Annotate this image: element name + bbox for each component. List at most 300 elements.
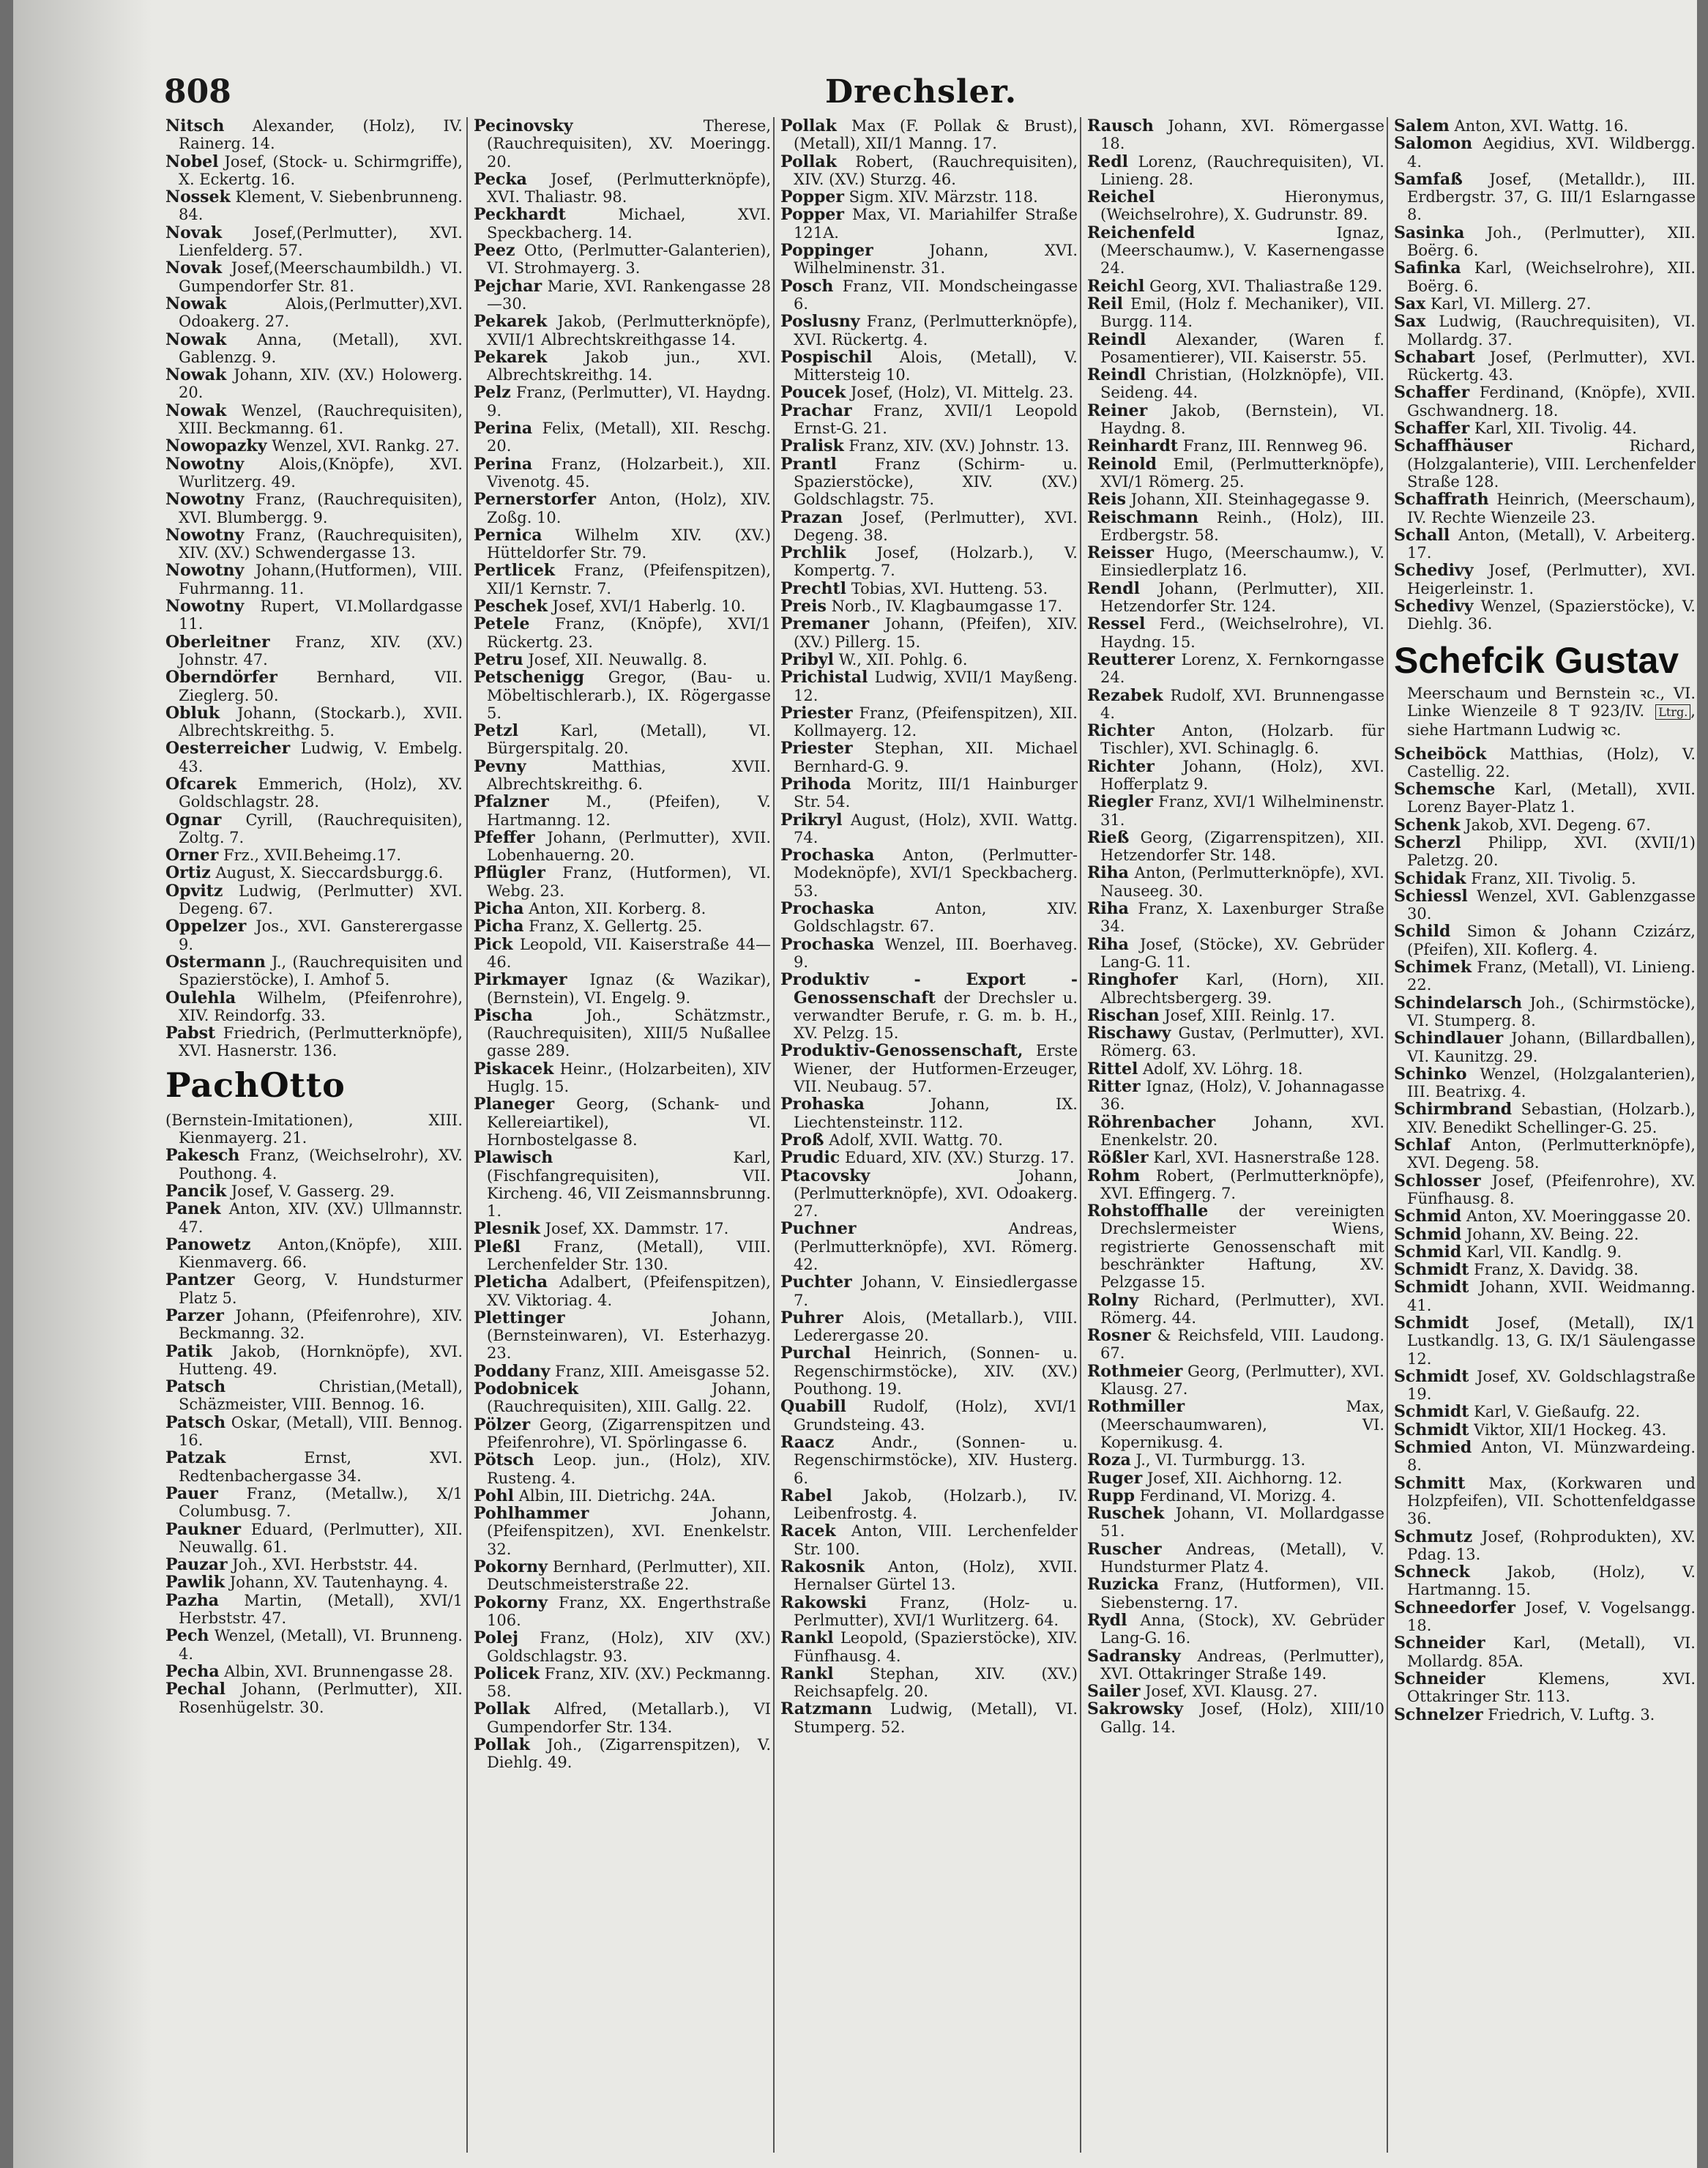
entry-surname: Schmidt — [1394, 1366, 1469, 1386]
entry-surname: Nowopazky — [165, 436, 267, 456]
entry-surname: Proß — [780, 1130, 824, 1150]
entry-details: Karl, (Metall), VI. Bürgerspitalg. 20. — [487, 722, 771, 758]
entry-surname: Reichl — [1087, 276, 1145, 296]
directory-entry — [1087, 722, 1384, 758]
entry-details: Georg, (Perlmutter), XVI. Klausg. 27. — [1100, 1362, 1384, 1398]
entry-details: Richard, (Perlmutter), XVI. Römerg. 44. — [1100, 1291, 1384, 1327]
entry-details: Josef, (Rohprodukten), XV. Pdag. 13. — [1407, 1527, 1696, 1563]
entry-details: Johann, VI. Mollardgasse 51. — [1100, 1505, 1384, 1541]
directory-entry — [780, 1220, 1078, 1273]
directory-entry — [1087, 1451, 1384, 1469]
entry-details: Franz, VII. Mondscheingasse 6. — [794, 277, 1078, 313]
entry-details: Bernhard, VII. Zieglerg. 50. — [179, 668, 463, 704]
entry-details: Josef, XIII. Reinlg. 17. — [1164, 1006, 1335, 1024]
entry-details: Franz, (Hutformen), VI. Webg. 23. — [487, 864, 771, 900]
entry-details: Johann, (Perlmutter), XII. Hetzendorfer Str. 124. — [1100, 579, 1384, 616]
directory-entry — [1087, 1060, 1384, 1078]
entry-surname: Nitsch — [165, 117, 225, 135]
entry-surname: Nossek — [165, 187, 231, 207]
directory-entry — [780, 597, 1078, 615]
entry-details: Franz, (Holz- u. Perlmutter), XVI/1 Wurlitzerg. 64. — [794, 1593, 1078, 1629]
entry-surname: Sadransky — [1087, 1646, 1181, 1666]
entry-details: Lorenz, (Rauchrequisiten), VI. Linieng. 28. — [1100, 152, 1384, 188]
directory-entry — [474, 313, 771, 349]
directory-entry — [780, 437, 1078, 455]
entry-surname: Patsch — [165, 1412, 226, 1432]
entry-surname: Schabart — [1394, 347, 1475, 367]
entry-details: Hieronymus, (Weichselrohre), X. Gudrunstr. 89. — [1100, 188, 1384, 224]
entry-surname: Schmied — [1394, 1438, 1472, 1458]
entry-surname: Schmidt — [1394, 1402, 1469, 1422]
directory-entry — [780, 1131, 1078, 1149]
entry-surname: Schindlauer — [1394, 1029, 1504, 1048]
directory-entry — [474, 1095, 771, 1149]
directory-entry — [474, 1594, 771, 1630]
directory-entry — [1394, 1226, 1696, 1243]
entry-details: Franz, XVI/1 Wilhelminenstr. 31. — [1100, 793, 1384, 829]
directory-entry — [1087, 509, 1384, 545]
entry-surname: Pfalzner — [474, 792, 549, 812]
entry-details: Ludwig, (Perlmutter) XVI. Degeng. 67. — [179, 882, 463, 918]
entry-surname: Schmidt — [1394, 1278, 1469, 1297]
entry-details: Anton, XIV. (XV.) Ullmannstr. 47. — [179, 1200, 463, 1236]
entry-details: Josef,(Meerschaumbildh.) VI. Gumpendorfer Str. 81. — [179, 259, 463, 295]
directory-entry — [165, 1307, 463, 1343]
entry-details: Anton, XII. Korberg. 8. — [529, 900, 706, 918]
entry-details: Wenzel, (Metall), VI. Brunneng. 4. — [179, 1627, 463, 1663]
entry-details: Robert, (Rauchrequisiten), XIV. (XV.) Sturzg. 46. — [794, 152, 1078, 188]
entry-details: Anton, VIII. Lerchenfelder Str. 100. — [794, 1522, 1078, 1558]
entry-surname: Prochaska — [780, 934, 875, 954]
entry-surname: Rothmeier — [1087, 1361, 1183, 1381]
entry-details: Josef, XVI/1 Haberlg. 10. — [552, 597, 746, 616]
entry-details: Johann,(Pfeifenspitzen), XVI. Enenkelstr. 32. — [487, 1505, 771, 1558]
entry-surname: Schiessl — [1394, 886, 1468, 906]
directory-entry — [165, 1024, 463, 1060]
entry-details: Wenzel, III. Boerhaveg. 9. — [794, 935, 1078, 971]
entry-surname: Rolny — [1087, 1290, 1139, 1310]
directory-entry — [165, 1573, 463, 1591]
entry-details: Simon & Johann Czizárz, (Pfeifen), XII. Koflerg. 4. — [1407, 923, 1696, 958]
entry-surname: Reis — [1087, 490, 1127, 510]
entry-details: Anton, (Perlmutterknöpfe), XVI. Degeng. 58. — [1407, 1136, 1696, 1172]
entry-details: Johann,(Hutformen), VIII. Fuhrmanng. 11. — [179, 562, 463, 597]
directory-entry — [474, 384, 771, 420]
directory-entry — [1087, 188, 1384, 224]
entry-details: Heinrich, (Sonnen- u. Regenschirmstöcke), XIV. (XV.) Pouthong. 19. — [794, 1344, 1078, 1398]
directory-entry — [1087, 1612, 1384, 1647]
entry-surname: Pralisk — [780, 436, 844, 456]
entry-details: Max, VI. Mariahilfer Straße 121A. — [794, 206, 1078, 242]
directory-entry — [474, 1487, 771, 1505]
directory-entry — [165, 1627, 463, 1663]
directory-entry — [780, 615, 1078, 651]
entry-surname: Rößler — [1087, 1148, 1149, 1168]
entry-surname: Priester — [780, 739, 853, 759]
directory-entry — [1394, 1065, 1696, 1101]
entry-details: Franz, X. Laxenburger Straße 34. — [1100, 900, 1384, 936]
entry-details: der vereinigten Drechslermeister Wiens, registrierte Genossenschaft mit beschränkter Haftung, XV. Pelzgasse 15. — [1100, 1202, 1384, 1292]
entry-surname: Pokorny — [474, 1557, 548, 1577]
entry-surname: Ressel — [1087, 614, 1146, 634]
directory-entry — [780, 846, 1078, 900]
entry-surname: Ofcarek — [165, 774, 237, 794]
directory-entry — [780, 349, 1078, 384]
entry-details: Andreas, (Perlmutterknöpfe), XVI. Römerg. 42. — [794, 1220, 1078, 1273]
entry-details: Jakob, (Hornknöpfe), XVI. Hutteng. 49. — [179, 1342, 463, 1378]
directory-entry — [1087, 331, 1384, 367]
entry-details: Tobias, XVI. Hutteng. 53. — [851, 579, 1048, 597]
entry-surname: Schneider — [1394, 1669, 1485, 1688]
directory-entry — [474, 420, 771, 455]
directory-entry — [165, 740, 463, 775]
directory-entry — [165, 597, 463, 633]
entry-surname: Ratzmann — [780, 1699, 873, 1719]
entry-surname: Reil — [1087, 294, 1123, 313]
directory-entry — [165, 1182, 463, 1200]
entry-details: Karl, (Weichselrohre), XII. Boërg. 6. — [1407, 259, 1696, 295]
directory-entry — [780, 1273, 1078, 1309]
directory-entry — [474, 1558, 771, 1594]
directory-entry — [1087, 224, 1384, 277]
directory-entry — [780, 1095, 1078, 1131]
directory-entry — [780, 277, 1078, 313]
entry-details: J., (Rauchrequisiten und Spazierstöcke), I. Amhof 5. — [179, 953, 463, 989]
directory-entry — [1087, 1292, 1384, 1327]
entry-surname: Rausch — [1087, 117, 1154, 135]
directory-entry — [1087, 1202, 1384, 1291]
directory-entry — [165, 259, 463, 295]
directory-entry — [780, 1522, 1078, 1558]
entry-details: Georg, (Zigarrenspitzen), XII. Hetzendorfer Str. 148. — [1100, 828, 1384, 865]
entry-surname: Schmutz — [1394, 1527, 1473, 1546]
entry-surname: Rakowski — [780, 1593, 867, 1612]
directory-entry — [1394, 135, 1696, 171]
entry-surname: Rezabek — [1087, 685, 1163, 705]
entry-surname: Posch — [780, 276, 834, 296]
entry-details: Johann, (Perlmutterknöpfe), XVI. Odoakerg. 27. — [794, 1166, 1078, 1221]
entry-surname: Puchter — [780, 1273, 852, 1292]
directory-entry — [165, 437, 463, 455]
entry-details: Franz (Schirm- u. Spazierstöcke), XIV. (XV.) Goldschlagstr. 75. — [794, 455, 1078, 509]
entry-surname: Ritter — [1087, 1077, 1141, 1097]
directory-entry — [1087, 829, 1384, 865]
entry-surname: Schedivy — [1394, 561, 1474, 581]
entry-surname: Plawisch — [474, 1148, 553, 1168]
entry-details: Joh., XVI. Herbststr. 44. — [232, 1556, 418, 1574]
entry-details: Wenzel, (Holzgalanterien), III. Beatrixg. 4. — [1407, 1065, 1696, 1101]
entry-details: Gregor, (Bau- u. Möbeltischlerarb.), IX. Rögergasse 5. — [487, 668, 771, 722]
entry-details: Heinr., (Holzarbeiten), XIV Huglg. 15. — [487, 1059, 771, 1096]
directory-entry — [1394, 526, 1696, 562]
directory-entry — [1394, 491, 1696, 526]
entry-details: Reinh., (Holz), III. Erdbergstr. 58. — [1100, 508, 1384, 544]
directory-entry — [474, 1273, 771, 1309]
entry-surname: Pejchar — [474, 276, 542, 296]
directory-entry — [165, 331, 463, 367]
directory-entry — [165, 864, 463, 882]
entry-surname: Panek — [165, 1199, 221, 1219]
entry-surname: Prihoda — [780, 774, 851, 794]
entry-surname: Schlaf — [1394, 1136, 1451, 1155]
directory-entry — [1394, 259, 1696, 295]
directory-entry — [780, 704, 1078, 740]
directory-entry — [780, 1665, 1078, 1701]
entry-surname: Racek — [780, 1521, 836, 1541]
entry-details: Johann, (Stockarb.), XVII. Albrechtskreithg. 5. — [179, 704, 463, 740]
entry-surname: Schneider — [1394, 1634, 1485, 1653]
entry-details: Robert, (Perlmutterknöpfe), XVI. Effingerg. 7. — [1100, 1166, 1384, 1202]
entry-surname: Novak — [165, 223, 223, 242]
entry-details: Emil, (Holz f. Mechaniker), VII. Burgg. 114. — [1100, 294, 1384, 331]
directory-entry — [780, 1344, 1078, 1398]
entry-details: Richard, (Holzgalanterie), VIII. Lerchenfelder Straße 128. — [1407, 437, 1696, 491]
entry-details: Georg, (Schank- und Kellereiartikel), VI. Hornbostelgasse 8. — [487, 1095, 771, 1149]
entry-details: Josef, XV. Goldschlagstraße 19. — [1407, 1367, 1696, 1404]
entry-details: Wenzel, XVI. Gablenzgasse 30. — [1407, 887, 1696, 923]
entry-surname: Panowetz — [165, 1234, 251, 1254]
directory-entry — [474, 242, 771, 277]
entry-surname: Ringhofer — [1087, 970, 1178, 990]
directory-entry — [1087, 153, 1384, 189]
directory-entry — [1394, 1029, 1696, 1065]
directory-entry — [1087, 864, 1384, 900]
entry-surname: Rankl — [780, 1628, 834, 1648]
directory-entry — [165, 1414, 463, 1450]
entry-details: Otto, (Perlmutter-Galanterien), VI. Strohmayerg. 3. — [487, 242, 771, 277]
entry-surname: Schaffrath — [1394, 490, 1489, 510]
entry-surname: Sailer — [1087, 1682, 1141, 1702]
column-4 — [1080, 117, 1387, 2153]
entry-details: Marie, XVI. Rankengasse 28—30. — [487, 277, 771, 313]
entry-surname: Prechtl — [780, 578, 847, 598]
entry-details: Johann, (Pfeifenrohre), XIV. Beckmanng. 32. — [179, 1307, 463, 1343]
entry-details: Johann, XVI. Enenkelstr. 20. — [1100, 1113, 1384, 1149]
entry-details: Karl, (Horn), XII. Albrechtsbergerg. 39. — [1100, 971, 1384, 1007]
entry-surname: Röhrenbacher — [1087, 1112, 1216, 1132]
entry-details: Franz, (Rauchrequisiten), XVI. Blumbergg. 9. — [179, 491, 463, 526]
entry-details: Heinrich, (Meerschaum), IV. Rechte Wienzeile 23. — [1407, 491, 1696, 526]
entry-details: Johann, V. Einsiedlergasse 7. — [794, 1273, 1078, 1309]
entry-details: Anton, (Perlmutter-Modeknöpfe), XVI/1 Speckbacherg. 53. — [794, 846, 1078, 900]
column-1 — [160, 117, 466, 2153]
directory-entry — [165, 117, 463, 153]
entry-details: Franz, XIII. Ameisgasse 52. — [555, 1362, 770, 1380]
directory-entry — [1394, 1100, 1696, 1136]
directory-entry — [165, 1236, 463, 1272]
entry-details: Joh., Schätzmstr., (Rauchrequisiten), XIII/5 Nußallee gasse 289. — [487, 1006, 771, 1060]
entry-surname: Schmid — [1394, 1224, 1462, 1244]
entry-surname: Ortiz — [165, 863, 211, 883]
entry-surname: Rydl — [1087, 1610, 1127, 1630]
entry-details: (Bernstein-Imitationen), XIII. Kienmayerg. 21. — [165, 1111, 463, 1147]
directory-entry — [474, 562, 771, 597]
directory-entry — [1394, 1528, 1696, 1564]
entry-surname: Reisser — [1087, 543, 1154, 563]
entry-surname: Salomon — [1394, 134, 1473, 154]
entry-details: Johann, (Holz), XVI. Hofferplatz 9. — [1100, 757, 1384, 793]
entry-surname: Pakesch — [165, 1146, 240, 1166]
entry-details: Franz, (Perlmutterknöpfe), XVI. Rückertg. 4. — [794, 313, 1078, 349]
entry-surname: Schaffhäuser — [1394, 436, 1513, 456]
entry-details: Friedrich, (Perlmutterknöpfe), XVI. Hasnerstr. 136. — [179, 1024, 463, 1060]
entry-surname: Poppinger — [780, 241, 873, 261]
entry-surname: Schmid — [1394, 1207, 1462, 1226]
entry-details: Franz, (Hutformen), VII. Siebensterng. 17. — [1100, 1576, 1384, 1612]
entry-surname: Oesterreicher — [165, 739, 291, 759]
entry-surname: Prochaska — [780, 846, 875, 865]
entry-surname: Richter — [1087, 721, 1155, 741]
entry-surname: Schedivy — [1394, 597, 1474, 616]
entry-surname: Pischa — [474, 1005, 533, 1025]
entry-details: Karl, V. Gießaufg. 22. — [1474, 1403, 1641, 1421]
directory-entry — [1394, 958, 1696, 994]
entry-details: Joh., (Schirmstöcke), VI. Stumperg. 8. — [1407, 994, 1696, 1029]
directory-entry — [165, 953, 463, 989]
directory-entry — [1087, 580, 1384, 616]
directory-entry — [780, 775, 1078, 811]
entry-details: Jakob, (Bernstein), VI. Haydng. 8. — [1100, 401, 1384, 438]
directory-entry — [1394, 1314, 1696, 1368]
entry-details: Wilhelm XIV. (XV.) Hütteldorfer Str. 79. — [487, 526, 771, 562]
entry-details: Klement, V. Siebenbrunneng. 84. — [179, 188, 463, 224]
entry-surname: Popper — [780, 205, 844, 225]
entry-details: Georg, XVI. Thaliastraße 129. — [1149, 277, 1383, 295]
entry-surname: Piskacek — [474, 1059, 554, 1079]
directory-entry — [780, 936, 1078, 972]
directory-entry — [165, 1521, 463, 1557]
directory-entry — [165, 491, 463, 526]
entry-details: Franz, (Metallw.), X/1 Columbusg. 7. — [179, 1484, 463, 1521]
entry-details: Josef, XII. Neuwallg. 8. — [528, 650, 708, 668]
directory-entry — [780, 117, 1078, 153]
entry-details: Josef, V. Gasserg. 29. — [231, 1182, 395, 1200]
entry-details: Franz, XIV. (XV.) Johnstr. 47. — [179, 633, 463, 668]
entry-surname: Rendl — [1087, 578, 1141, 598]
directory-entry — [165, 1449, 463, 1485]
entry-surname: Ruschek — [1087, 1504, 1165, 1524]
entry-details: Joh., (Zigarrenspitzen), V. Diehlg. 49. — [487, 1736, 771, 1772]
directory-entry — [474, 864, 771, 900]
entry-details: Johann, IX. Liechtensteinstr. 112. — [794, 1095, 1078, 1131]
entry-surname: Pleßl — [474, 1237, 521, 1256]
directory-entry — [474, 1416, 771, 1452]
directory-entry — [1087, 1167, 1384, 1203]
entry-details: August, X. Sieccardsburgg.6. — [215, 864, 444, 882]
directory-entry — [1087, 651, 1384, 687]
entry-details: Rupert, VI.Mollardgasse 11. — [179, 597, 463, 633]
directory-entry — [1394, 781, 1696, 816]
directory-entry — [1087, 1149, 1384, 1166]
directory-entry — [474, 936, 771, 972]
entry-details: Adalbert, (Pfeifenspitzen), XV. Viktoriag. 4. — [487, 1273, 771, 1309]
directory-entry — [1394, 816, 1696, 834]
entry-surname: Reutterer — [1087, 649, 1175, 669]
entry-surname: Pollak — [780, 117, 837, 135]
directory-entry — [780, 1594, 1078, 1630]
entry-details: Alfred, (Metallarb.), VI Gumpendorfer Str. 134. — [487, 1700, 771, 1736]
entry-surname: Petele — [474, 614, 530, 634]
entry-details: Joh., (Perlmutter), XII. Boërg. 6. — [1407, 223, 1696, 260]
directory-entry — [165, 562, 463, 597]
entry-surname: Schmidt — [1394, 1420, 1469, 1439]
directory-entry — [165, 366, 463, 402]
entry-details: Anton, (Perlmutterknöpfe), XVI. Nauseeg. 30. — [1100, 864, 1384, 900]
entry-details: Josef, (Holzarb.), V. Kompertg. 7. — [794, 544, 1078, 580]
entry-details: Rudolf, XVI. Brunnengasse 4. — [1100, 686, 1384, 722]
entry-details: Josef, (Holz), XIII/10 Gallg. 14. — [1100, 1700, 1384, 1736]
entry-details: Johann, (Rauchrequisiten), XIII. Gallg. 22. — [487, 1380, 771, 1416]
entry-surname: Nowak — [165, 365, 227, 385]
entry-surname: Poucek — [780, 383, 846, 403]
entry-details: Georg, V. Hundsturmer Platz 5. — [179, 1271, 463, 1307]
directory-entry — [1394, 1172, 1696, 1208]
advertisement-text: Meerschaum und Bernstein ꝛc., VI. Linke Wienzeile 8 T 923/IV. — [1407, 684, 1696, 720]
entry-details: Karl, (Fischfangrequisiten), VII. Kircheng. 46, VII Zeismannsbrunng. 1. — [487, 1149, 771, 1221]
entry-details: Ignaz, (Holz), V. Johannagasse 36. — [1100, 1078, 1384, 1114]
directory-entry — [1394, 1403, 1696, 1420]
directory-entry — [1087, 366, 1384, 402]
entry-surname: Schmidt — [1394, 1260, 1469, 1280]
entry-surname: Pekarek — [474, 347, 548, 367]
directory-entry — [1087, 687, 1384, 723]
entry-surname: Riegler — [1087, 792, 1153, 812]
entry-details: Leopold, VII. Kaiserstraße 44—46. — [487, 935, 771, 971]
entry-details: Josef, (Perlmutterknöpfe), XVI. Thaliastr. 98. — [487, 170, 771, 206]
entry-details: Franz, X. Gellertg. 25. — [529, 917, 703, 936]
entry-surname: Opvitz — [165, 881, 223, 901]
entry-surname: Pabst — [165, 1024, 216, 1043]
entry-details: Stephan, XIV. (XV.) Reichsapfelg. 20. — [794, 1664, 1078, 1701]
entry-surname: Pawlik — [165, 1573, 225, 1593]
directory-entry — [165, 1147, 463, 1182]
entry-details: Josef, (Holz), VI. Mittelg. 23. — [850, 384, 1074, 402]
directory-entry — [1087, 1487, 1384, 1505]
entry-details: Ferdinand, VI. Morizg. 4. — [1139, 1486, 1336, 1505]
directory-entry — [1394, 224, 1696, 260]
entry-details: Therese, (Rauchrequisiten), XV. Moeringg. 20. — [487, 117, 771, 171]
entry-surname: Rosner — [1087, 1326, 1151, 1346]
entry-surname: Quabill — [780, 1397, 846, 1417]
entry-surname: Schneck — [1394, 1562, 1470, 1582]
entry-surname: Nowotny — [165, 597, 245, 616]
directory-entry — [474, 1220, 771, 1237]
entry-surname: Schenk — [1394, 815, 1461, 835]
entry-details: Moritz, III/1 Hainburger Str. 54. — [794, 775, 1078, 811]
entry-surname: Popper — [780, 187, 844, 207]
directory-entry — [1087, 455, 1384, 491]
entry-details: Albin, III. Dietrichg. 24A. — [518, 1486, 716, 1505]
entry-surname: Pohlhammer — [474, 1504, 589, 1524]
entry-surname: Patzak — [165, 1448, 226, 1468]
entry-details: Johann, XVI. Römergasse 18. — [1100, 117, 1384, 153]
entry-details: Anna, (Stock), XV. Gebrüder Lang-G. 16. — [1100, 1611, 1384, 1647]
directory-entry — [474, 597, 771, 615]
directory-entry — [780, 1398, 1078, 1434]
directory-entry — [165, 1556, 463, 1573]
directory-entry — [165, 455, 463, 491]
entry-surname: Schild — [1394, 922, 1451, 942]
entry-surname: Pantzer — [165, 1270, 235, 1290]
entry-details: Johann, XIV. (XV.) Holowerg. 20. — [179, 366, 463, 402]
entry-details: Ludwig, XVII/1 Mayßeng. 12. — [794, 668, 1078, 704]
entry-details: Alois, (Metallarb.), VIII. Lederergasse 20. — [794, 1308, 1078, 1345]
directory-entry — [780, 402, 1078, 438]
directory-entry — [1394, 117, 1696, 135]
entry-surname: Pecka — [474, 169, 527, 189]
directory-entry — [1087, 1469, 1384, 1487]
entry-details: J., VI. Turmburgg. 13. — [1135, 1451, 1306, 1469]
